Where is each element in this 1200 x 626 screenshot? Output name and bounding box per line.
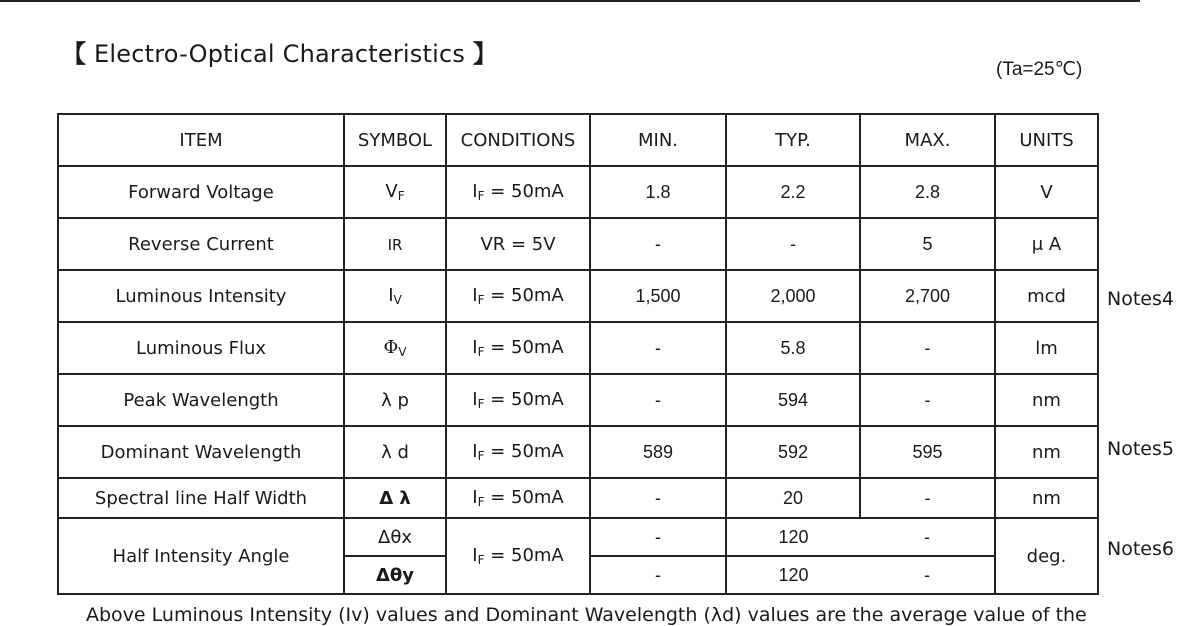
item-cell: Luminous Flux bbox=[58, 322, 344, 374]
typ-cell: 2,000 bbox=[726, 270, 860, 322]
symbol-cell bbox=[344, 478, 446, 518]
header-row bbox=[58, 114, 1098, 166]
condition-subscript: F bbox=[477, 495, 485, 509]
condition-cell bbox=[446, 166, 590, 218]
note-label: Notes4 bbox=[1107, 288, 1174, 310]
symbol-subscript: V bbox=[398, 345, 407, 359]
item-cell: Luminous Intensity bbox=[58, 270, 344, 322]
condition-rest: = 50mA bbox=[484, 337, 564, 358]
condition-subscript: F bbox=[477, 189, 485, 203]
min-cell: 1.8 bbox=[590, 166, 726, 218]
unit-cell: nm bbox=[995, 374, 1098, 426]
symbol-subscript: F bbox=[397, 189, 405, 203]
max-cell: 595 bbox=[860, 426, 995, 478]
symbol-subscript: V bbox=[393, 293, 402, 307]
typ-cell: 120 bbox=[726, 556, 860, 594]
footnote-text: Above Luminous Intensity (Iv) values and Dominant Wavelength (λd) values are the average value of the bbox=[86, 604, 1087, 626]
symbol-main: I bbox=[388, 285, 394, 306]
symbol-cell bbox=[344, 426, 446, 478]
min-cell: - bbox=[590, 556, 726, 594]
condition-rest: = 50mA bbox=[484, 181, 564, 202]
condition-subscript: F bbox=[477, 449, 485, 463]
min-cell: - bbox=[590, 322, 726, 374]
top-rule bbox=[0, 0, 1140, 2]
table-row bbox=[58, 426, 1098, 478]
header-max: MAX. bbox=[860, 114, 995, 166]
header-item: ITEM bbox=[58, 114, 344, 166]
symbol-cell bbox=[344, 166, 446, 218]
symbol-main: V bbox=[385, 181, 398, 202]
min-cell: 1,500 bbox=[590, 270, 726, 322]
typ-cell: 592 bbox=[726, 426, 860, 478]
table-row bbox=[58, 374, 1098, 426]
condition-rest: = 50mA bbox=[484, 285, 564, 306]
condition-rest: = 50mA bbox=[484, 487, 564, 508]
title-text: Electro-Optical Characteristics bbox=[86, 40, 473, 68]
symbol-main: Δ λ bbox=[379, 487, 411, 509]
symbol-cell bbox=[344, 556, 446, 594]
condition-main: I bbox=[472, 389, 478, 410]
header-units: UNITS bbox=[995, 114, 1098, 166]
table-row bbox=[58, 518, 1098, 556]
condition-subscript: F bbox=[477, 553, 485, 567]
unit-cell: μ A bbox=[995, 218, 1098, 270]
condition-main: I bbox=[472, 337, 478, 358]
typ-cell: 2.2 bbox=[726, 166, 860, 218]
table-row bbox=[58, 322, 1098, 374]
header-typ: TYP. bbox=[726, 114, 860, 166]
item-cell: Spectral line Half Width bbox=[58, 478, 344, 518]
symbol-cell bbox=[344, 518, 446, 556]
title-bracket-close: 】 bbox=[472, 40, 498, 68]
condition-main: I bbox=[472, 285, 478, 306]
note-label: Notes5 bbox=[1107, 438, 1174, 460]
min-cell: - bbox=[590, 518, 726, 556]
condition-subscript: F bbox=[477, 293, 485, 307]
symbol-cell bbox=[344, 322, 446, 374]
header-min: MIN. bbox=[590, 114, 726, 166]
max-cell: - bbox=[860, 374, 995, 426]
max-cell: - bbox=[860, 518, 995, 556]
symbol-main: Δθy bbox=[375, 564, 415, 586]
condition-main: I bbox=[472, 487, 478, 508]
typ-cell: 594 bbox=[726, 374, 860, 426]
max-cell: 5 bbox=[860, 218, 995, 270]
symbol-main: λ p bbox=[381, 389, 409, 411]
condition-main: I bbox=[472, 441, 478, 462]
header-conditions: CONDITIONS bbox=[446, 114, 590, 166]
condition-cell bbox=[446, 322, 590, 374]
title-bracket-open: 【 bbox=[62, 40, 87, 68]
item-cell: Forward Voltage bbox=[58, 166, 344, 218]
header-symbol: SYMBOL bbox=[344, 114, 446, 166]
condition-cell bbox=[446, 478, 590, 518]
max-cell: - bbox=[860, 556, 995, 594]
item-cell: Half Intensity Angle bbox=[58, 518, 344, 594]
condition-main: I bbox=[472, 545, 478, 566]
max-cell: - bbox=[860, 322, 995, 374]
unit-cell: nm bbox=[995, 426, 1098, 478]
unit-cell: mcd bbox=[995, 270, 1098, 322]
table-row bbox=[58, 218, 1098, 270]
condition-cell bbox=[446, 374, 590, 426]
table-row bbox=[58, 478, 1098, 518]
symbol-cell bbox=[344, 270, 446, 322]
item-cell: Reverse Current bbox=[58, 218, 344, 270]
typ-cell: 20 bbox=[726, 478, 860, 518]
electro-optical-table bbox=[57, 113, 1099, 595]
condition-subscript: F bbox=[477, 397, 485, 411]
min-cell: 589 bbox=[590, 426, 726, 478]
max-cell: 2.8 bbox=[860, 166, 995, 218]
unit-cell: nm bbox=[995, 478, 1098, 518]
typ-cell: 5.8 bbox=[726, 322, 860, 374]
condition-subscript: F bbox=[477, 345, 485, 359]
item-cell: Peak Wavelength bbox=[58, 374, 344, 426]
unit-cell: lm bbox=[995, 322, 1098, 374]
symbol-main: Φ bbox=[383, 337, 399, 358]
ambient-temperature-condition: (Ta=25℃) bbox=[996, 59, 1083, 80]
typ-cell: 120 bbox=[726, 518, 860, 556]
section-title bbox=[62, 34, 497, 69]
condition-cell bbox=[446, 518, 590, 594]
max-cell: 2,700 bbox=[860, 270, 995, 322]
condition-rest: = 50mA bbox=[484, 389, 564, 410]
table-row bbox=[58, 166, 1098, 218]
condition-main: VR = 5V bbox=[480, 233, 556, 255]
item-cell: Dominant Wavelength bbox=[58, 426, 344, 478]
symbol-cell bbox=[344, 218, 446, 270]
typ-cell: - bbox=[726, 218, 860, 270]
min-cell: - bbox=[590, 374, 726, 426]
table-row bbox=[58, 270, 1098, 322]
condition-rest: = 50mA bbox=[484, 441, 564, 462]
max-cell: - bbox=[860, 478, 995, 518]
note-label: Notes6 bbox=[1107, 538, 1174, 560]
condition-cell bbox=[446, 270, 590, 322]
symbol-cell bbox=[344, 374, 446, 426]
symbol-main: Δθx bbox=[378, 526, 412, 548]
min-cell: - bbox=[590, 478, 726, 518]
unit-cell: deg. bbox=[995, 518, 1098, 594]
condition-cell bbox=[446, 218, 590, 270]
symbol-main: λ d bbox=[381, 441, 409, 463]
condition-rest: = 50mA bbox=[484, 545, 564, 566]
condition-cell bbox=[446, 426, 590, 478]
symbol-main: IR bbox=[387, 235, 403, 254]
condition-main: I bbox=[472, 181, 478, 202]
min-cell: - bbox=[590, 218, 726, 270]
unit-cell: V bbox=[995, 166, 1098, 218]
